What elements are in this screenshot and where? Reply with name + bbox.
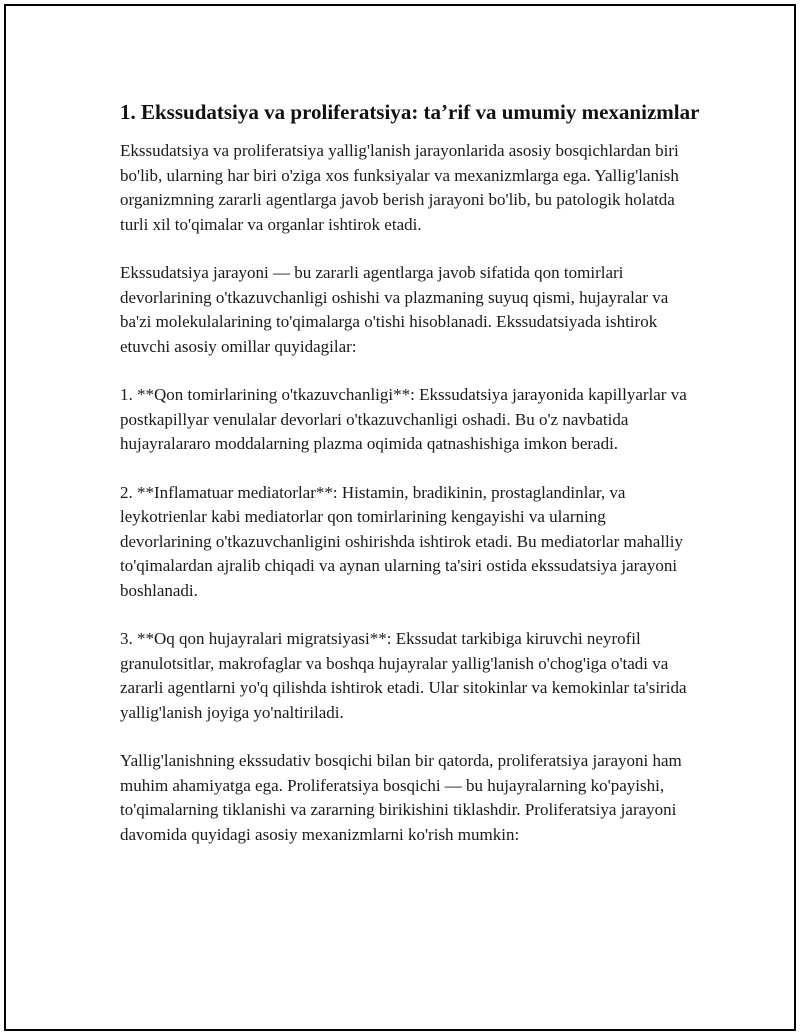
paragraph-intro: Ekssudatsiya va proliferatsiya yallig'lanish jarayonlarida asosiy bosqichlardan biri bo'lib, ularning har biri o'ziga xos funksiyalar va mexanizmlarga ega. Yallig'lanish organizmning zararli agentlarga javob berish jarayoni bo'lib, bu patologik holatda turli xil to'qimalar va organlar ishtirok etadi.: [120, 141, 679, 234]
page-frame: [4, 4, 796, 1031]
paragraph-exudation-process: Ekssudatsiya jarayoni — bu zararli agentlarga javob sifatida qon tomirlari devorlarining o'tkazuvchanligi oshishi va plazmaning suyuq qismi, hujayralar va ba'zi molekulalarining to'qimalarga o'tishi hisoblanadi. Ekssudatsiyada ishtirok etuvchi asosiy omillar quyidagilar:: [120, 263, 669, 356]
paragraph-white-cell-migration: 3. **Oq qon hujayralari migratsiyasi**: Ekssudat tarkibiga kiruvchi neyrofil granulotsitlar, makrofaglar va boshqa hujayralar yallig'lanish o'chog'iga o'tadi va zararli agentlarni yo'q qilishda ishtirok etadi. Ular sitokinlar va kemokinlar ta'sirida yallig'lanish joyiga yo'naltiriladi.: [120, 629, 687, 722]
paragraph-inflammatory-mediators: 2. **Inflamatuar mediatorlar**: Histamin, bradikinin, prostaglandinlar, va leykotrienlar kabi mediatorlar qon tomirlarining kengayishi va ularning devorlarining o'tkazuvchanligini oshirishda ishtirok etadi. Bu mediatorlar mahalliy to'qimalardan ajralib chiqadi va aynan ularning ta'siri ostida ekssudatsiya jarayoni boshlanadi.: [120, 482, 683, 600]
document-body: [120, 98, 700, 871]
section-heading: 1. Ekssudatsiya va proliferatsiya: ta’rif va umumiy mexanizmlar: [120, 100, 700, 124]
paragraph-proliferation: Yallig'lanishning ekssudativ bosqichi bilan bir qatorda, proliferatsiya jarayoni ham muhim ahamiyatga ega. Proliferatsiya bosqichi — bu hujayralarning ko'payishi, to'qimalarning tiklanishi va zararning birikishini tiklashdir. Proliferatsiya jarayoni davomida quyidagi asosiy mexanizmlarni ko'rish mumkin:: [120, 751, 682, 844]
paragraph-vessel-permeability: 1. **Qon tomirlarining o'tkazuvchanligi**: Ekssudatsiya jarayonida kapillyarlar va postkapillyar venulalar devorlari o'tkazuvchanligi oshadi. Bu o'z navbatida hujayralararo moddalarning plazma oqimida qatnashishiga imkon beradi.: [120, 385, 687, 453]
